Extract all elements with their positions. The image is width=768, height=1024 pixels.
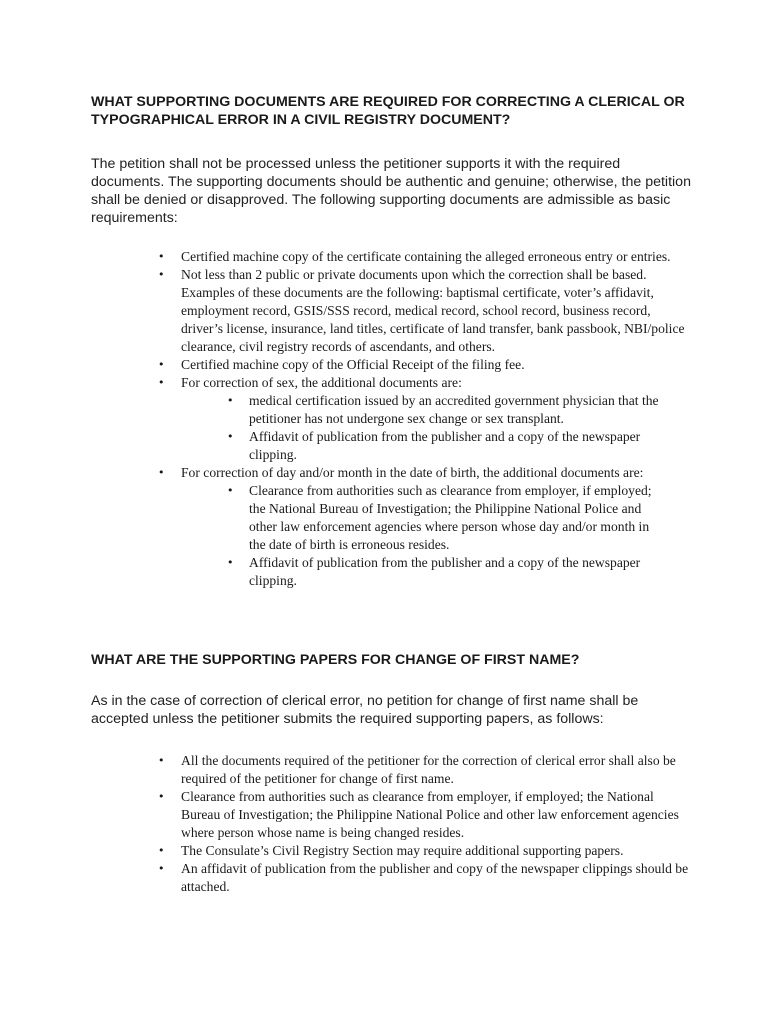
list-item [158, 788, 691, 842]
bullet-icon: • [227, 556, 234, 569]
list-item [158, 266, 691, 356]
section1-heading: WHAT SUPPORTING DOCUMENTS ARE REQUIRED FOR CORRECTING A CLERICAL OR TYPOGRAPHICAL ERROR IN A CIVIL REGISTRY DOCUMENT? [91, 94, 685, 128]
list-item-text: Not less than 2 public or private documents upon which the correction shall be based. Examples of these documents are the following: baptismal certificate, voter’s affidavit, employment record, GSIS/SSS record, medical record, school record, business record, driver’s license, insurance, land titles, certificate of land transfer, bank passbook, NBI/police clearance, civil registry records of ascendants, and others. [181, 267, 685, 354]
list-item-text: All the documents required of the petitioner for the correction of clerical error shall also be required of the petitioner for change of first name. [181, 753, 676, 786]
list-item [158, 464, 691, 590]
bullet-icon: • [158, 250, 165, 263]
bullet-icon: • [158, 376, 165, 389]
bullet-icon: • [158, 466, 165, 479]
list-item-text: medical certification issued by an accredited government physician that the petitioner has not undergone sex change or sex transplant. [249, 393, 659, 426]
list-item [227, 392, 669, 428]
list-item [158, 248, 691, 266]
list-item [227, 482, 669, 554]
list-item [158, 356, 691, 374]
list-item [227, 554, 669, 590]
list-item-text: Affidavit of publication from the publisher and a copy of the newspaper clipping. [249, 555, 641, 588]
bullet-icon: • [158, 862, 165, 875]
bullet-icon: • [158, 754, 165, 767]
section2-requirements-list [158, 752, 691, 896]
list-item-text: Affidavit of publication from the publisher and a copy of the newspaper clipping. [249, 429, 641, 462]
list-item [227, 428, 669, 464]
sex-correction-sublist [227, 392, 669, 464]
section1-intro: The petition shall not be processed unless the petitioner supports it with the required documents. The supporting documents should be authentic and genuine; otherwise, the petition shall be denied or disapproved. The following supporting documents are admissible as basic requirements: [91, 156, 691, 226]
bullet-icon: • [158, 790, 165, 803]
list-item [158, 752, 691, 788]
section2-heading: WHAT ARE THE SUPPORTING PAPERS FOR CHANGE OF FIRST NAME? [91, 652, 580, 668]
bullet-icon: • [227, 430, 234, 443]
list-item [158, 374, 691, 464]
list-item-text: For correction of day and/or month in the date of birth, the additional documents are: [181, 465, 644, 480]
list-item-text: The Consulate’s Civil Registry Section may require additional supporting papers. [181, 843, 624, 858]
bullet-icon: • [158, 844, 165, 857]
bullet-icon: • [158, 358, 165, 371]
list-item-text: Clearance from authorities such as clearance from employer, if employed; the National Bureau of Investigation; the Philippine National Police and other law enforcement agencies where person whose name is being changed resides. [181, 789, 679, 840]
bullet-icon: • [227, 394, 234, 407]
list-item-text: An affidavit of publication from the publisher and copy of the newspaper clippings should be attached. [181, 861, 689, 894]
list-item-text: Certified machine copy of the Official Receipt of the filing fee. [181, 357, 525, 372]
section1-requirements-list [158, 248, 691, 590]
list-item-text: For correction of sex, the additional documents are: [181, 375, 462, 390]
section2-intro: As in the case of correction of clerical error, no petition for change of first name shall be accepted unless the petitioner submits the required supporting papers, as follows: [91, 693, 639, 727]
list-item-text: Clearance from authorities such as clearance from employer, if employed; the National Bureau of Investigation; the Philippine National Police and other law enforcement agencies where person whose day and/or month in the date of birth is erroneous resides. [249, 483, 652, 552]
list-item [158, 842, 691, 860]
bullet-icon: • [227, 484, 234, 497]
list-item [158, 860, 691, 896]
list-item-text: Certified machine copy of the certificate containing the alleged erroneous entry or entries. [181, 249, 671, 264]
bullet-icon: • [158, 268, 165, 281]
dob-correction-sublist [227, 482, 669, 590]
